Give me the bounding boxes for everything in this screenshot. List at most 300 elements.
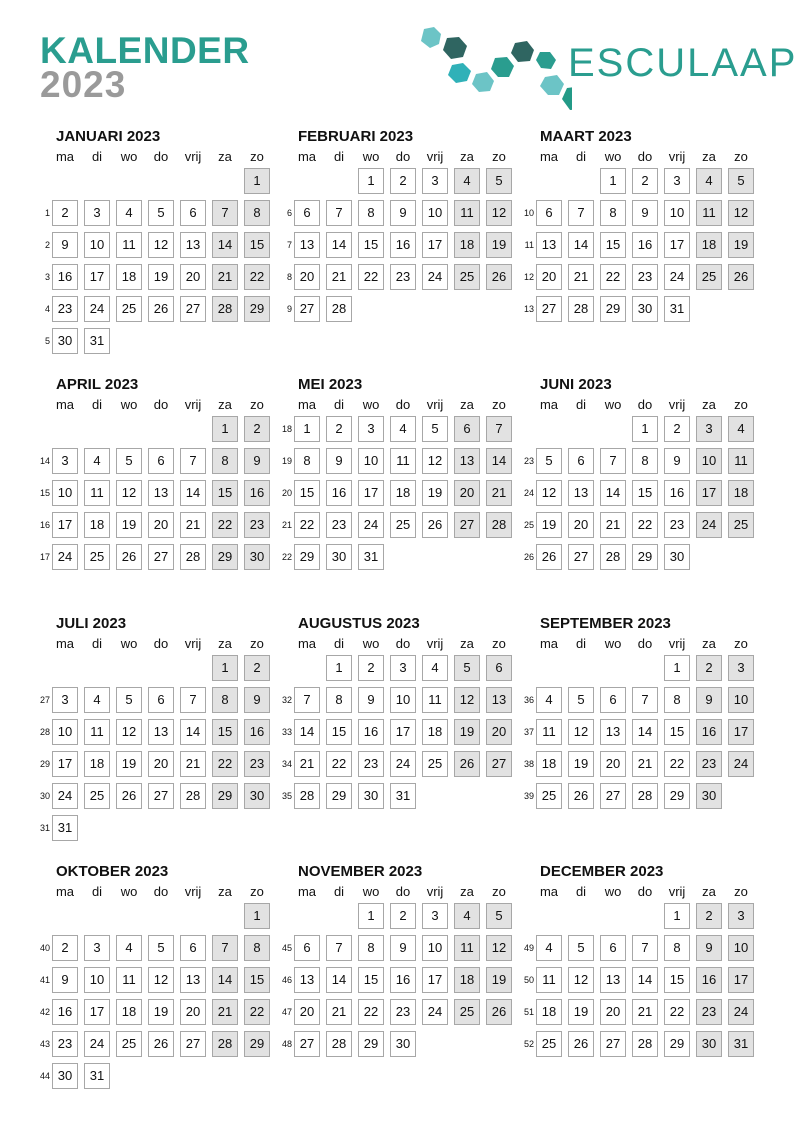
weekday-header: di xyxy=(333,149,345,164)
weekday-header: za xyxy=(218,149,232,164)
day-cell: 16 xyxy=(358,719,384,745)
day-cell: 1 xyxy=(600,168,626,194)
week-number: 4 xyxy=(44,304,50,314)
hexagon-cluster-icon xyxy=(412,24,572,120)
day-cell: 25 xyxy=(422,751,448,777)
day-cell: 4 xyxy=(536,687,562,713)
day-cell: 12 xyxy=(536,480,562,506)
day-cell: 27 xyxy=(180,1031,206,1057)
day-cell: 6 xyxy=(536,200,562,226)
weekend-day-cell: 7 xyxy=(486,416,512,442)
day-cell: 30 xyxy=(390,1031,416,1057)
weekend-day-cell: 26 xyxy=(454,751,480,777)
day-cell: 28 xyxy=(180,783,206,809)
day-cell: 14 xyxy=(180,480,206,506)
weekend-day-cell: 9 xyxy=(244,687,270,713)
day-cell: 27 xyxy=(148,783,174,809)
weekend-day-cell: 5 xyxy=(486,903,512,929)
day-cell: 24 xyxy=(422,264,448,290)
day-cell: 7 xyxy=(568,200,594,226)
week-number: 1 xyxy=(44,208,50,218)
week-number: 46 xyxy=(281,975,292,985)
weekend-day-cell: 2 xyxy=(244,416,270,442)
day-cell: 19 xyxy=(116,512,142,538)
week-number: 14 xyxy=(39,456,50,466)
weekday-header: vrij xyxy=(668,149,686,164)
weekend-day-cell: 17 xyxy=(728,967,754,993)
weekday-header: zo xyxy=(492,884,506,899)
day-cell: 3 xyxy=(664,168,690,194)
day-cell: 13 xyxy=(294,232,320,258)
day-cell: 11 xyxy=(536,719,562,745)
day-cell: 31 xyxy=(390,783,416,809)
week-number: 49 xyxy=(523,943,534,953)
day-cell: 1 xyxy=(664,903,690,929)
day-cell: 21 xyxy=(180,512,206,538)
day-cell: 6 xyxy=(180,935,206,961)
day-cell: 21 xyxy=(568,264,594,290)
weekend-day-cell: 20 xyxy=(454,480,480,506)
day-cell: 3 xyxy=(422,903,448,929)
weekend-day-cell: 16 xyxy=(696,719,722,745)
day-cell: 3 xyxy=(52,448,78,474)
day-cell: 12 xyxy=(148,232,174,258)
day-cell: 27 xyxy=(568,544,594,570)
day-cell: 25 xyxy=(536,1031,562,1057)
weekday-header: ma xyxy=(297,636,317,651)
day-cell: 21 xyxy=(326,999,352,1025)
day-cell: 8 xyxy=(664,935,690,961)
day-cell: 8 xyxy=(358,200,384,226)
weekend-day-cell: 16 xyxy=(696,967,722,993)
day-cell: 18 xyxy=(536,751,562,777)
weekend-day-cell: 3 xyxy=(728,655,754,681)
weekend-day-cell: 6 xyxy=(486,655,512,681)
day-cell: 30 xyxy=(52,1063,78,1089)
week-number: 8 xyxy=(286,272,292,282)
weekday-header: za xyxy=(218,397,232,412)
day-cell: 15 xyxy=(326,719,352,745)
weekend-day-cell: 3 xyxy=(696,416,722,442)
weekend-day-cell: 1 xyxy=(244,903,270,929)
weekday-header: do xyxy=(637,636,653,651)
day-cell: 24 xyxy=(664,264,690,290)
day-cell: 20 xyxy=(600,999,626,1025)
day-cell: 2 xyxy=(390,168,416,194)
day-cell: 11 xyxy=(536,967,562,993)
day-cell: 4 xyxy=(116,200,142,226)
day-cell: 20 xyxy=(294,264,320,290)
day-cell: 21 xyxy=(632,751,658,777)
week-number: 34 xyxy=(281,759,292,769)
day-cell: 8 xyxy=(326,687,352,713)
day-cell: 26 xyxy=(116,783,142,809)
weekday-header: zo xyxy=(250,636,264,651)
weekend-day-cell: 15 xyxy=(244,232,270,258)
weekday-header: vrij xyxy=(426,397,444,412)
day-cell: 21 xyxy=(180,751,206,777)
week-number: 2 xyxy=(44,240,50,250)
weekend-day-cell: 4 xyxy=(454,903,480,929)
week-number: 31 xyxy=(39,823,50,833)
day-cell: 17 xyxy=(422,232,448,258)
day-cell: 14 xyxy=(326,967,352,993)
day-cell: 28 xyxy=(326,1031,352,1057)
weekday-header: zo xyxy=(734,397,748,412)
month-name: JANUARI 2023 xyxy=(56,128,161,145)
weekday-header: do xyxy=(395,149,411,164)
day-cell: 10 xyxy=(422,935,448,961)
day-cell: 4 xyxy=(390,416,416,442)
day-cell: 28 xyxy=(568,296,594,322)
day-cell: 7 xyxy=(600,448,626,474)
week-number xyxy=(36,903,50,929)
day-cell: 18 xyxy=(116,999,142,1025)
day-cell: 22 xyxy=(664,999,690,1025)
day-cell: 12 xyxy=(568,719,594,745)
weekday-header: di xyxy=(575,636,587,651)
weekend-day-cell: 2 xyxy=(696,655,722,681)
week-number xyxy=(520,168,534,194)
day-cell: 16 xyxy=(52,999,78,1025)
day-cell: 4 xyxy=(536,935,562,961)
weekday-header: vrij xyxy=(426,149,444,164)
day-cell: 3 xyxy=(422,168,448,194)
weekend-day-cell: 25 xyxy=(454,999,480,1025)
day-cell: 25 xyxy=(390,512,416,538)
weekday-header: wo xyxy=(120,884,138,899)
weekend-day-cell: 18 xyxy=(728,480,754,506)
day-cell: 10 xyxy=(390,687,416,713)
day-cell: 26 xyxy=(536,544,562,570)
day-cell: 16 xyxy=(390,232,416,258)
day-cell: 12 xyxy=(148,967,174,993)
day-cell: 31 xyxy=(84,1063,110,1089)
day-cell: 23 xyxy=(664,512,690,538)
weekday-header: zo xyxy=(734,149,748,164)
day-cell: 23 xyxy=(358,751,384,777)
day-cell: 14 xyxy=(180,719,206,745)
weekend-day-cell: 24 xyxy=(696,512,722,538)
weekend-day-cell: 9 xyxy=(696,687,722,713)
weekday-header: do xyxy=(637,397,653,412)
weekend-day-cell: 21 xyxy=(212,999,238,1025)
weekday-header: ma xyxy=(539,884,559,899)
weekday-header: za xyxy=(702,397,716,412)
day-cell: 25 xyxy=(536,783,562,809)
weekend-day-cell: 11 xyxy=(454,200,480,226)
day-cell: 20 xyxy=(568,512,594,538)
week-number: 18 xyxy=(281,424,292,434)
day-cell: 30 xyxy=(326,544,352,570)
weekday-header: zo xyxy=(250,884,264,899)
day-cell: 29 xyxy=(664,783,690,809)
day-cell: 22 xyxy=(632,512,658,538)
weekday-header: ma xyxy=(297,884,317,899)
weekend-day-cell: 16 xyxy=(244,480,270,506)
day-cell: 16 xyxy=(664,480,690,506)
week-number: 17 xyxy=(39,552,50,562)
weekday-header: wo xyxy=(604,397,622,412)
day-cell: 22 xyxy=(294,512,320,538)
day-cell: 11 xyxy=(116,232,142,258)
month-name: SEPTEMBER 2023 xyxy=(540,615,671,632)
day-cell: 17 xyxy=(84,999,110,1025)
day-cell: 21 xyxy=(600,512,626,538)
day-cell: 20 xyxy=(180,999,206,1025)
weekday-header: di xyxy=(333,397,345,412)
weekend-day-cell: 22 xyxy=(212,751,238,777)
week-number: 32 xyxy=(281,695,292,705)
hexagon-shape xyxy=(472,72,494,92)
weekend-day-cell: 31 xyxy=(728,1031,754,1057)
weekend-day-cell: 11 xyxy=(454,935,480,961)
weekend-day-cell: 30 xyxy=(244,783,270,809)
weekday-header: vrij xyxy=(426,636,444,651)
weekend-day-cell: 23 xyxy=(696,999,722,1025)
week-number xyxy=(36,168,50,194)
day-cell: 7 xyxy=(180,448,206,474)
hexagon-shape xyxy=(562,86,572,110)
weekend-day-cell: 4 xyxy=(728,416,754,442)
weekday-header: wo xyxy=(362,397,380,412)
day-cell: 4 xyxy=(116,935,142,961)
hexagon-shape xyxy=(443,37,467,59)
day-cell: 3 xyxy=(390,655,416,681)
weekend-day-cell: 18 xyxy=(454,232,480,258)
week-number: 41 xyxy=(39,975,50,985)
day-cell: 1 xyxy=(326,655,352,681)
day-cell: 8 xyxy=(358,935,384,961)
weekend-day-cell: 16 xyxy=(244,719,270,745)
day-cell: 26 xyxy=(148,296,174,322)
day-cell: 1 xyxy=(294,416,320,442)
weekday-header: vrij xyxy=(184,149,202,164)
day-cell: 16 xyxy=(390,967,416,993)
day-cell: 12 xyxy=(422,448,448,474)
weekend-day-cell: 21 xyxy=(212,264,238,290)
weekday-header: za xyxy=(460,397,474,412)
weekend-day-cell: 9 xyxy=(244,448,270,474)
day-cell: 24 xyxy=(422,999,448,1025)
weekday-header: do xyxy=(153,636,169,651)
day-cell: 25 xyxy=(116,1031,142,1057)
weekday-header: zo xyxy=(492,636,506,651)
week-number: 25 xyxy=(523,520,534,530)
month-block xyxy=(524,863,754,1093)
day-cell: 21 xyxy=(632,999,658,1025)
day-cell: 24 xyxy=(52,783,78,809)
week-number: 50 xyxy=(523,975,534,985)
day-cell: 26 xyxy=(116,544,142,570)
weekday-header: wo xyxy=(604,636,622,651)
weekend-day-cell: 30 xyxy=(696,783,722,809)
weekend-day-cell: 11 xyxy=(728,448,754,474)
month-name: FEBRUARI 2023 xyxy=(298,128,414,145)
day-cell: 26 xyxy=(568,783,594,809)
title-main: KALENDER xyxy=(40,30,250,71)
weekday-header: zo xyxy=(734,884,748,899)
weekday-header: vrij xyxy=(184,884,202,899)
day-cell: 7 xyxy=(326,200,352,226)
weekend-day-cell: 19 xyxy=(486,232,512,258)
weekend-day-cell: 26 xyxy=(486,264,512,290)
day-cell: 24 xyxy=(390,751,416,777)
weekend-day-cell: 17 xyxy=(696,480,722,506)
week-number: 12 xyxy=(523,272,534,282)
day-cell: 14 xyxy=(294,719,320,745)
day-cell: 24 xyxy=(84,296,110,322)
month-name: NOVEMBER 2023 xyxy=(298,863,423,880)
weekday-header: do xyxy=(637,884,653,899)
day-cell: 9 xyxy=(390,200,416,226)
weekend-day-cell: 8 xyxy=(212,687,238,713)
weekend-day-cell: 23 xyxy=(244,512,270,538)
day-cell: 14 xyxy=(568,232,594,258)
day-cell: 2 xyxy=(358,655,384,681)
month-block xyxy=(524,128,754,358)
weekend-day-cell: 23 xyxy=(244,751,270,777)
day-cell: 5 xyxy=(568,687,594,713)
day-cell: 3 xyxy=(52,687,78,713)
day-cell: 29 xyxy=(326,783,352,809)
weekend-day-cell: 5 xyxy=(486,168,512,194)
weekday-header: di xyxy=(91,884,103,899)
day-cell: 8 xyxy=(664,687,690,713)
weekend-day-cell: 26 xyxy=(728,264,754,290)
day-cell: 2 xyxy=(632,168,658,194)
day-cell: 10 xyxy=(422,200,448,226)
day-cell: 6 xyxy=(568,448,594,474)
weekend-day-cell: 29 xyxy=(212,783,238,809)
weekend-day-cell: 24 xyxy=(728,751,754,777)
week-number xyxy=(278,903,292,929)
day-cell: 16 xyxy=(632,232,658,258)
day-cell: 18 xyxy=(536,999,562,1025)
day-cell: 19 xyxy=(568,751,594,777)
day-cell: 7 xyxy=(294,687,320,713)
day-cell: 11 xyxy=(84,480,110,506)
day-cell: 19 xyxy=(116,751,142,777)
title-year: 2023 xyxy=(40,64,127,105)
month-name: MAART 2023 xyxy=(540,128,632,145)
weekday-header: di xyxy=(333,636,345,651)
weekend-day-cell: 14 xyxy=(212,232,238,258)
day-cell: 19 xyxy=(568,999,594,1025)
month-block xyxy=(524,615,754,845)
week-number xyxy=(520,416,534,442)
hexagon-shape xyxy=(448,63,471,83)
day-cell: 12 xyxy=(116,480,142,506)
day-cell: 20 xyxy=(294,999,320,1025)
weekend-day-cell: 13 xyxy=(454,448,480,474)
weekday-header: vrij xyxy=(184,636,202,651)
month-name: JUNI 2023 xyxy=(540,376,612,393)
weekend-day-cell: 10 xyxy=(728,935,754,961)
week-number: 23 xyxy=(523,456,534,466)
day-cell: 2 xyxy=(52,200,78,226)
day-cell: 25 xyxy=(116,296,142,322)
day-cell: 23 xyxy=(390,999,416,1025)
day-cell: 27 xyxy=(600,1031,626,1057)
week-number: 16 xyxy=(39,520,50,530)
day-cell: 14 xyxy=(632,967,658,993)
esculaap-logo xyxy=(412,24,798,120)
day-cell: 23 xyxy=(52,296,78,322)
day-cell: 25 xyxy=(84,544,110,570)
day-cell: 17 xyxy=(52,751,78,777)
month-block xyxy=(282,615,512,845)
weekday-header: ma xyxy=(297,149,317,164)
weekend-day-cell: 28 xyxy=(212,1031,238,1057)
day-cell: 31 xyxy=(84,328,110,354)
weekday-header: di xyxy=(91,149,103,164)
weekday-header: vrij xyxy=(668,397,686,412)
week-number: 27 xyxy=(39,695,50,705)
day-cell: 25 xyxy=(84,783,110,809)
weekend-day-cell: 23 xyxy=(696,751,722,777)
day-cell: 6 xyxy=(148,687,174,713)
weekend-day-cell: 12 xyxy=(486,935,512,961)
day-cell: 11 xyxy=(390,448,416,474)
day-cell: 27 xyxy=(294,1031,320,1057)
day-cell: 3 xyxy=(84,200,110,226)
day-cell: 5 xyxy=(116,687,142,713)
weekday-header: ma xyxy=(55,884,75,899)
day-cell: 5 xyxy=(148,935,174,961)
week-number xyxy=(278,655,292,681)
day-cell: 20 xyxy=(600,751,626,777)
weekend-day-cell: 25 xyxy=(696,264,722,290)
weekday-header: wo xyxy=(362,884,380,899)
week-number: 22 xyxy=(281,552,292,562)
day-cell: 18 xyxy=(116,264,142,290)
day-cell: 19 xyxy=(536,512,562,538)
week-number: 24 xyxy=(523,488,534,498)
weekend-day-cell: 8 xyxy=(212,448,238,474)
week-number: 26 xyxy=(523,552,534,562)
day-cell: 26 xyxy=(422,512,448,538)
day-cell: 13 xyxy=(180,967,206,993)
day-cell: 31 xyxy=(664,296,690,322)
weekend-day-cell: 25 xyxy=(454,264,480,290)
day-cell: 27 xyxy=(536,296,562,322)
day-cell: 8 xyxy=(600,200,626,226)
week-number: 6 xyxy=(286,208,292,218)
day-cell: 9 xyxy=(664,448,690,474)
weekend-day-cell: 19 xyxy=(486,967,512,993)
weekend-day-cell: 21 xyxy=(486,480,512,506)
logo-text: ESCULAAP xyxy=(568,41,798,85)
day-cell: 9 xyxy=(326,448,352,474)
weekday-header: wo xyxy=(604,149,622,164)
weekend-day-cell: 7 xyxy=(212,200,238,226)
day-cell: 6 xyxy=(294,935,320,961)
weekend-day-cell: 5 xyxy=(454,655,480,681)
weekend-day-cell: 4 xyxy=(454,168,480,194)
weekday-header: ma xyxy=(55,636,75,651)
weekend-day-cell: 30 xyxy=(244,544,270,570)
day-cell: 18 xyxy=(84,751,110,777)
weekday-header: ma xyxy=(297,397,317,412)
day-cell: 6 xyxy=(148,448,174,474)
day-cell: 2 xyxy=(326,416,352,442)
week-number: 28 xyxy=(39,727,50,737)
day-cell: 21 xyxy=(294,751,320,777)
week-number xyxy=(36,416,50,442)
day-cell: 10 xyxy=(84,232,110,258)
week-number: 52 xyxy=(523,1039,534,1049)
